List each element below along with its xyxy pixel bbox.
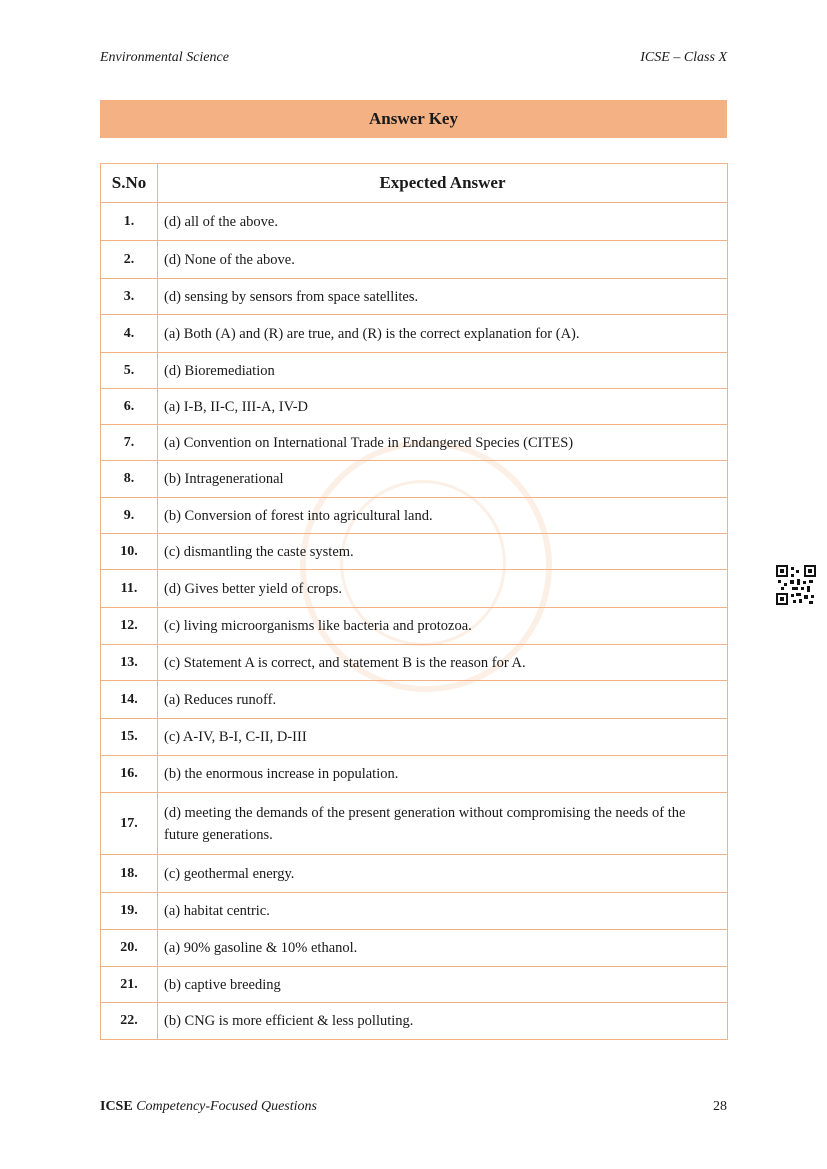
table-row <box>101 570 728 608</box>
table-row <box>101 645 728 681</box>
expected-answer: (c) Statement A is correct, and statement B is the reason for A. <box>158 645 728 681</box>
question-number: 2. <box>101 241 158 279</box>
expected-answer: (d) meeting the demands of the present generation without compromising the needs of the future generations. <box>158 793 728 855</box>
question-number: 6. <box>101 389 158 425</box>
question-number: 3. <box>101 279 158 315</box>
expected-answer: (a) I-B, II-C, III-A, IV-D <box>158 389 728 425</box>
footer-title <box>100 1099 317 1115</box>
question-number: 14. <box>101 681 158 719</box>
question-number: 19. <box>101 893 158 930</box>
expected-answer: (d) all of the above. <box>158 203 728 241</box>
table-row <box>101 203 728 241</box>
question-number: 13. <box>101 645 158 681</box>
question-number: 1. <box>101 203 158 241</box>
qr-code-icon <box>776 565 816 605</box>
table-row <box>101 793 728 855</box>
table-row <box>101 967 728 1003</box>
answer-key-banner <box>100 100 727 138</box>
table-row <box>101 1003 728 1040</box>
question-number: 20. <box>101 930 158 967</box>
question-number: 15. <box>101 719 158 756</box>
table-row <box>101 534 728 570</box>
table-row <box>101 608 728 645</box>
table-row <box>101 315 728 353</box>
question-number: 8. <box>101 461 158 498</box>
question-number: 22. <box>101 1003 158 1040</box>
header-class: ICSE – Class X <box>640 50 727 65</box>
footer-brand: ICSE <box>100 1099 133 1114</box>
question-number: 7. <box>101 425 158 461</box>
expected-answer: (b) CNG is more efficient & less polluting. <box>158 1003 728 1040</box>
banner-title: Answer Key <box>369 109 458 128</box>
table-row <box>101 389 728 425</box>
table-row <box>101 893 728 930</box>
expected-answer: (d) Bioremediation <box>158 353 728 389</box>
expected-answer: (c) living microorganisms like bacteria and protozoa. <box>158 608 728 645</box>
expected-answer: (b) Conversion of forest into agricultural land. <box>158 498 728 534</box>
expected-answer: (c) dismantling the caste system. <box>158 534 728 570</box>
expected-answer: (b) the enormous increase in population. <box>158 756 728 793</box>
question-number: 18. <box>101 855 158 893</box>
question-number: 10. <box>101 534 158 570</box>
question-number: 16. <box>101 756 158 793</box>
table-row <box>101 756 728 793</box>
table-row <box>101 855 728 893</box>
table-row <box>101 719 728 756</box>
expected-answer: (c) A-IV, B-I, C-II, D-III <box>158 719 728 756</box>
expected-answer: (c) geothermal energy. <box>158 855 728 893</box>
expected-answer: (a) habitat centric. <box>158 893 728 930</box>
expected-answer: (a) Convention on International Trade in Endangered Species (CITES) <box>158 425 728 461</box>
expected-answer: (a) 90% gasoline & 10% ethanol. <box>158 930 728 967</box>
question-number: 12. <box>101 608 158 645</box>
table-row <box>101 241 728 279</box>
table-row <box>101 930 728 967</box>
question-number: 11. <box>101 570 158 608</box>
table-row <box>101 425 728 461</box>
question-number: 9. <box>101 498 158 534</box>
question-number: 17. <box>101 793 158 855</box>
table-row <box>101 681 728 719</box>
header-subject: Environmental Science <box>100 50 229 65</box>
question-number: 4. <box>101 315 158 353</box>
table-row <box>101 353 728 389</box>
answer-key-table <box>100 163 728 1040</box>
question-number: 21. <box>101 967 158 1003</box>
table-row <box>101 279 728 315</box>
column-header-answer: Expected Answer <box>158 164 728 203</box>
column-header-sno: S.No <box>101 164 158 203</box>
expected-answer: (b) captive breeding <box>158 967 728 1003</box>
question-number: 5. <box>101 353 158 389</box>
expected-answer: (a) Reduces runoff. <box>158 681 728 719</box>
expected-answer: (a) Both (A) and (R) are true, and (R) is the correct explanation for (A). <box>158 315 728 353</box>
table-row <box>101 461 728 498</box>
expected-answer: (d) Gives better yield of crops. <box>158 570 728 608</box>
footer-subtitle: Competency-Focused Questions <box>136 1099 317 1114</box>
table-header-row <box>101 164 728 203</box>
expected-answer: (d) None of the above. <box>158 241 728 279</box>
page-number: 28 <box>713 1099 727 1114</box>
expected-answer: (b) Intragenerational <box>158 461 728 498</box>
table-row <box>101 498 728 534</box>
expected-answer: (d) sensing by sensors from space satellites. <box>158 279 728 315</box>
